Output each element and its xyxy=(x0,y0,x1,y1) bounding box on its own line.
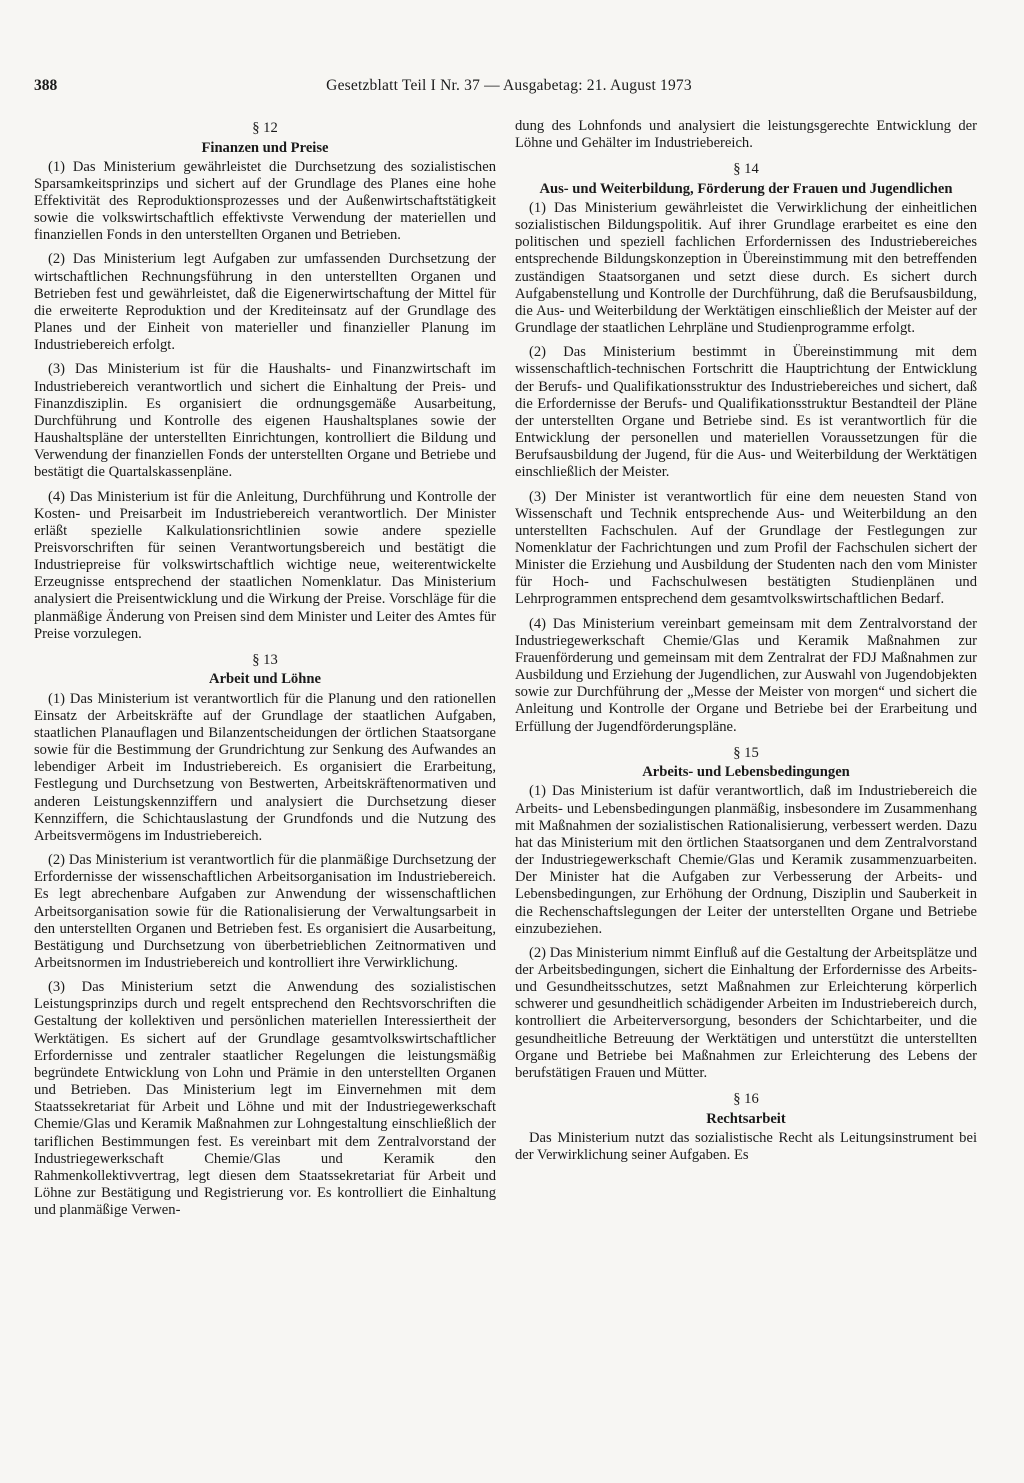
page-header xyxy=(34,77,984,99)
paragraph: (1) Das Ministerium ist verantwortlich für die Planung und den rationellen Einsatz der Arbeitskräfte auf der Grundlage der staatlichen Aufgaben, staatlichen Planauflagen und Bilanzentscheidungen der örtlichen Staatsorgane sowie für die Bestimmung der Grundrichtung zur Senkung des Aufwandes an lebendiger Arbeit im Industriebereich. Es organisiert die Erarbeitung, Festlegung und Durchsetzung von Bestwerten, Arbeitskräftenormativen und anderen Leistungskennziffern und analysiert die Durchsetzung dieser Kennziffern, die Schichtauslastung der Grundfonds und die Nutzung des Arbeitsvermögens im Industriebereich. xyxy=(34,690,496,844)
section-title: Finanzen und Preise xyxy=(201,139,329,156)
paragraph: (3) Das Ministerium ist für die Haushalts- und Finanzwirtschaft im Industriebereich verantwortlich und sichert die Einhaltung der Preis- und Finanzdisziplin. Es organisiert die ordnungsgemäße Ausarbeitung, Durchführung und Kontrolle des eigenen Haushaltsplanes sowie der Haushaltspläne der unterstellten Einrichtungen, kontrolliert die Bildung und Verwendung der finanziellen Fonds der unterstellten Organe und Betriebe und bestätigt die Quartalskassenpläne. xyxy=(34,361,496,481)
section-title: Rechtsarbeit xyxy=(706,1110,786,1127)
paragraph: (3) Der Minister ist verantwortlich für eine dem neuesten Stand von Wissenschaft und Technik entsprechende Aus- und Weiterbildung an den unterstellten Fachschulen. Auf der Grundlage der Festlegungen zur Nomenklatur der Fachrichtungen und zum Profil der Fachschulen sichert der Minister die Erziehung und Ausbildung der Studenten nach den vom Minister für Hoch- und Fachschulwesen bestätigten Studienplänen und Lehrprogrammen entsprechend dem gesamtvolkswirtschaftlichen Bedarf. xyxy=(515,488,977,608)
paragraph: (2) Das Ministerium bestimmt in Übereinstimmung mit dem wissenschaftlich-technischen Fortschritt die Hauptrichtung der Entwicklung der Berufs- und Qualifikationsstruktur des Industriebereiches und sichert, daß die Erfordernisse der Berufs- und Qualifikationsstruktur Bestandteil der Pläne der unterstellten Organe und Betriebe sind. Es ist verantwortlich für die Entwicklung der personellen und materiellen Voraussetzungen für die Berufsausbildung der Jugend, für die Aus- und Weiterbildung der Werktätigen einschließlich der Meister. xyxy=(515,344,977,481)
paragraph: (1) Das Ministerium gewährleistet die Durchsetzung des sozialistischen Sparsamkeitsprinzips und sichert auf der Grundlage des Planes eine hohe Effektivität des Reproduktionsprozesses und der Außenwirtschaftstätigkeit sowie die volkswirtschaftlich effektivste Verwendung der materiellen und finanziellen Fonds in den unterstellten Organen und Betrieben. xyxy=(34,158,496,244)
gazette-title: Gesetzblatt Teil I Nr. 37 — Ausgabetag: 21. August 1973 xyxy=(326,77,692,94)
paragraph: (2) Das Ministerium legt Aufgaben zur umfassenden Durchsetzung der wirtschaftlichen Rechnungsführung in den unterstellten Organen und Betrieben fest und gewährleistet, daß die Eigenerwirtschaftung der Mittel für die erweiterte Reproduktion und der Krediteinsatz auf der Grundlage des Planes und der Einheit von materieller und finanzieller Planung im Industriebereich erfolgt. xyxy=(34,251,496,354)
left-column xyxy=(34,120,496,1226)
paragraph-continuation: dung des Lohnfonds und analysiert die leistungsgerechte Entwicklung der Löhne und Gehälter im Industriebereich. xyxy=(515,118,977,152)
section-number: § 15 xyxy=(733,744,759,761)
section-title: Arbeits- und Lebensbedingungen xyxy=(642,764,850,781)
paragraph: (1) Das Ministerium ist dafür verantwortlich, daß im Industriebereich die Arbeits- und Lebensbedingungen planmäßig, insbesondere im Zusammenhang mit Maßnahmen der sozialistischen Rationalisierung, verbessert werden. Dazu hat das Ministerium mit den örtlichen Staatsorganen und dem Zentralvorstand der Industriegewerkschaft Chemie/Glas und Keramik zusammenzuarbeiten. Der Minister hat die Aufgaben zur Verbesserung der Arbeits- und Lebensbedingungen, zur Erhöhung der Ordnung, Disziplin und Sauberkeit in die Rechenschaftslegungen der Leiter der unterstellten Organe und Betriebe einzubeziehen. xyxy=(515,783,977,937)
section-title: Arbeit und Löhne xyxy=(209,671,321,688)
section-number: § 13 xyxy=(252,651,278,668)
right-column xyxy=(515,118,977,1171)
section-number: § 16 xyxy=(733,1091,759,1108)
paragraph: (4) Das Ministerium vereinbart gemeinsam mit dem Zentralvorstand der Industriegewerkschaft Chemie/Glas und Keramik Maßnahmen zur Frauenförderung und gemeinsam mit dem Zentralrat der FDJ Maßnahmen zur Ausbildung und Erziehung der Jugendlichen, zur Auswahl von Jugendobjekten sowie zur Durchführung der „Messe der Meister von morgen“ und sichert die Anleitung und Kontrolle der Organe und Betriebe bei der Erarbeitung und Erfüllung der Jugendförderungspläne. xyxy=(515,615,977,735)
paragraph: (3) Das Ministerium setzt die Anwendung des sozialistischen Leistungsprinzips durch und regelt entsprechend den Rechtsvorschriften die Gestaltung der kollektiven und persönlichen materiellen Interessiertheit der Werktätigen. Es sichert auf der Grundlage gesamtvolkswirtschaftlicher Erfordernisse und zentraler staatlicher Regelungen die leistungsmäßig begründete Entwicklung von Lohn und Prämie in den unterstellten Organen und Betrieben. Das Ministerium legt im Einvernehmen mit dem Staatssekretariat für Arbeit und Löhne und mit der Industriegewerkschaft Chemie/Glas und Keramik Maßnahmen zur Lohngestaltung einschließlich der tariflichen Bestimmungen fest. Es vereinbart mit dem Zentralvorstand der Industriegewerkschaft Chemie/Glas und Keramik den Rahmenkollektivvertrag, legt diesen dem Staatssekretariat für Arbeit und Löhne zur Bestätigung und Registrierung vor. Es kontrolliert die Einhaltung und planmäßige Verwen- xyxy=(34,979,496,1219)
section-number: § 14 xyxy=(733,161,759,178)
paragraph: (2) Das Ministerium ist verantwortlich für die planmäßige Durchsetzung der Erfordernisse der wissenschaftlichen Arbeitsorganisation im Industriebereich. Es legt abrechenbare Aufgaben zur Anwendung der wissenschaftlichen Arbeitsorganisation sowie für die Rationalisierung der Verwaltungsarbeit in den unterstellten Organen und Betrieben fest. Es organisiert die Ausarbeitung, Bestätigung und Durchsetzung von überbetrieblichen Zeitnormativen und Arbeitsnormen im Industriebereich und kontrolliert ihre Verwirklichung. xyxy=(34,852,496,971)
paragraph: (1) Das Ministerium gewährleistet die Verwirklichung der einheitlichen sozialistischen Bildungspolitik. Auf ihrer Grundlage erarbeitet es eine den politischen und speziell fachlichen Erfordernissen des Industriebereiches entsprechende Bildungskonzeption in Übereinstimmung mit den betreffenden zuständigen Staatsorganen und setzt diese durch. Es sichert durch Aufgabenstellung und Kontrolle der Durchführung, daß die Berufsausbildung, die Aus- und Weiterbildung der Werktätigen einschließlich der Meister auf der Grundlage der staatlichen Lehrpläne und Studienprogramme erfolgt. xyxy=(515,200,977,337)
paragraph: (4) Das Ministerium ist für die Anleitung, Durchführung und Kontrolle der Kosten- und Preisarbeit im Industriebereich verantwortlich. Der Minister erläßt spezielle Kalkulationsrichtlinien sowie andere spezielle Preisvorschriften für seinen Verantwortungsbereich und bestätigt die Industriepreise für volkswirtschaftlich wichtige neue, weiterentwickelte Erzeugnisse entsprechend der staatlichen Nomenklatur. Das Ministerium analysiert die Preisentwicklung und die Wirkung der Preise. Vorschläge für die planmäßige Änderung von Preisen sind dem Minister und Leiter des Amtes für Preise vorzulegen. xyxy=(34,488,496,642)
page-number: 388 xyxy=(34,77,58,94)
paragraph: Das Ministerium nutzt das sozialistische Recht als Leitungsinstrument bei der Verwirklichung seiner Aufgaben. Es xyxy=(515,1129,977,1163)
paragraph: (2) Das Ministerium nimmt Einfluß auf die Gestaltung der Arbeitsplätze und der Arbeitsbedingungen, sichert die Einhaltung der Erfordernisse des Arbeits- und Gesundheitsschutzes, setzt Maßnahmen zur Erleichterung körperlich schwerer und gesundheitlich schädigender Arbeiten im Industriebereich durch, kontrolliert die Arbeiterversorgung, besonders der Schichtarbeiter, und die gesundheitliche Betreuung der Werktätigen und unterstützt die unterstellten Organe und Betriebe bei Maßnahmen zur Erleichterung des Lebens der berufstätigen Frauen und Mütter. xyxy=(515,944,977,1081)
section-number: § 12 xyxy=(252,120,278,136)
section-title: Aus- und Weiterbildung, Förderung der Frauen und Jugendlichen xyxy=(539,180,953,197)
